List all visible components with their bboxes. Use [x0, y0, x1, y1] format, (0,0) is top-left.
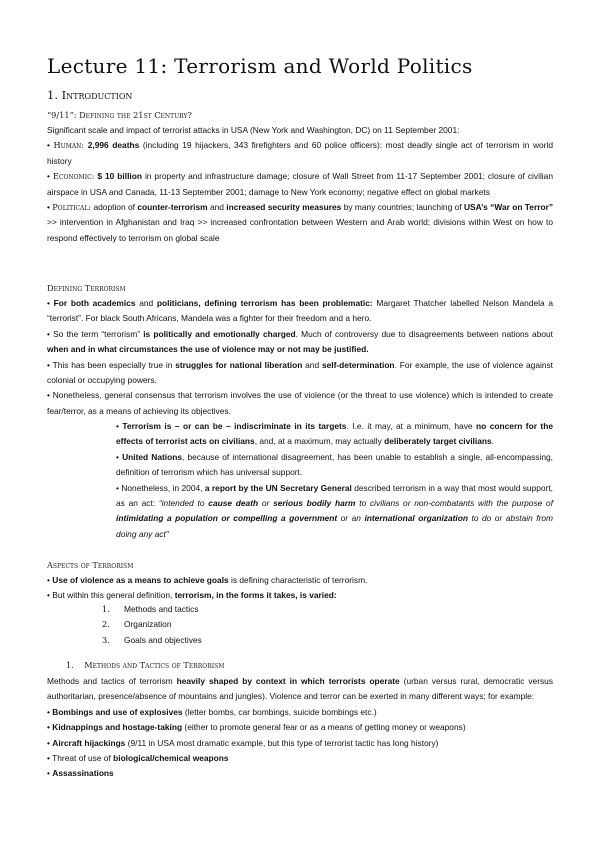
- bold-text: struggles for national liberation: [175, 359, 303, 370]
- method-item: [47, 705, 553, 720]
- bullet: •: [47, 753, 50, 764]
- bullet: •: [47, 390, 50, 401]
- subheading-defining-terrorism: Defining Terrorism: [47, 283, 126, 293]
- defining-item-4: [47, 388, 553, 419]
- defining-item-2: [47, 327, 553, 358]
- text: (urban versus rural, democratic versus authoritarian, presence/absence of mountains and jungles). Violence and terror can be exerted in many different ways; for example:: [47, 676, 554, 702]
- text: >> intervention in Afghanistan and Iraq >> increased confrontation between Western and Arab world; divisions within West on how to respond effectively to terrorism on global scale: [47, 217, 553, 243]
- text: So the term “terrorism”: [53, 328, 140, 339]
- text: . For example, the use of violence against colonial or occupying powers.: [47, 359, 554, 386]
- bold-text: a report by the UN Secretary General: [204, 482, 352, 493]
- aspects-block: [47, 573, 553, 604]
- text: and: [305, 359, 320, 370]
- text: is defining characteristic of terrorism.: [231, 575, 368, 585]
- text: , because of international disagreement, has been unable to establish a single, all-encompassing, definition of terrorism which has universal support.: [116, 451, 553, 478]
- bold-text: Assassinations: [52, 768, 114, 779]
- list-text: Goals and objectives: [124, 634, 202, 645]
- intro-paragraph: Significant scale and impact of terrorist attacks in USA (New York and Washington, DC) on 11 September 2001:: [47, 125, 460, 135]
- bullet: •: [47, 575, 50, 585]
- method-item: [47, 720, 553, 735]
- italic-text: to do or abstain from doing any act”: [116, 513, 554, 539]
- defining-subitem-2: [116, 450, 553, 481]
- bullet: •: [47, 706, 50, 717]
- bold-text: biological/chemical weapons: [113, 753, 229, 764]
- bullet: •: [47, 140, 50, 151]
- heading-number: 1.: [66, 660, 74, 670]
- human-impact-item: [47, 138, 553, 169]
- economic-label: Economic:: [52, 171, 95, 182]
- bold-text: Terrorism is – or can be – indiscriminate in its targets: [122, 421, 347, 431]
- page-title: Lecture 11: Terrorism and World Politics: [47, 54, 473, 78]
- bullet: •: [47, 298, 50, 308]
- bold-text: United Nations: [122, 451, 182, 462]
- bold-text: self-determination: [321, 359, 395, 370]
- text: described terrorism in a way that most would support, as an act:: [116, 482, 554, 509]
- economic-impact-item: [47, 169, 553, 200]
- bold-italic-text: serious bodily harm: [273, 498, 356, 509]
- italic-text: or an: [340, 513, 361, 524]
- political-label: Political:: [52, 202, 92, 213]
- bold-text: USA’s “War on Terror”: [463, 202, 554, 213]
- text: adoption of: [93, 202, 135, 213]
- bold-text: no concern for the effects of terrorist acts on civilians: [116, 421, 553, 447]
- text: (either to promote general fear or as a means of getting money or weapons): [184, 722, 466, 733]
- text: . Much of controversy due to disagreements between nations about: [295, 328, 553, 339]
- bold-text: Bombings and use of explosives: [52, 706, 183, 717]
- bold-italic-text: cause death: [208, 498, 259, 509]
- text: .: [491, 436, 494, 447]
- bullet: •: [47, 202, 50, 213]
- bold-text: Kidnappings and hostage-taking: [52, 722, 183, 733]
- aspects-item-2: [47, 588, 553, 603]
- text: Methods and tactics of terrorism: [47, 676, 173, 686]
- bullet: •: [47, 737, 50, 748]
- text: Nonetheless, general consensus that terrorism involves the use of violence (or the threat to use violence) which is intended to create fear/terror, as a means of achieving its objectives.: [47, 390, 554, 416]
- subheading-methods-and-tactics: [66, 660, 224, 670]
- bullet: •: [47, 722, 50, 733]
- text: But within this general definition,: [52, 590, 173, 601]
- bullet: •: [47, 359, 50, 370]
- defining-subitem-3: [116, 481, 553, 543]
- text: (9/11 in USA most dramatic example, but this type of terrorist tactic has long history): [127, 737, 439, 748]
- defining-item-3: [47, 358, 553, 389]
- bold-text: increased security measures: [226, 202, 342, 213]
- method-item: [47, 736, 553, 751]
- bold-text: For both: [53, 298, 89, 308]
- bold-text: Aircraft hijackings: [52, 737, 126, 748]
- list-number: 1.: [102, 604, 110, 614]
- methods-block: [47, 674, 553, 782]
- bullet: •: [47, 171, 50, 182]
- italic-text: “intended to: [158, 498, 205, 509]
- political-impact-item: [47, 200, 553, 246]
- list-number: 3.: [102, 634, 110, 645]
- damage-figure: $ 10 billion: [97, 171, 142, 182]
- bold-text: politicians, defining terrorism has been problematic:: [156, 298, 373, 308]
- defining-subitem-1: [116, 419, 553, 450]
- economic-text: in property and infrastructure damage; closure of Wall Street from 11-17 September 2001; closure of civilian airspace in USA and Canada, 11-13 September 2001; damage to New York economy; negative effect on global markets: [47, 171, 553, 197]
- list-number: 2.: [102, 619, 110, 630]
- text: and: [209, 202, 224, 213]
- bold-text: is politically and emotionally charged: [143, 328, 296, 339]
- bullet: •: [116, 451, 119, 462]
- bold-text: terrorism, in the forms it takes, is varied:: [174, 590, 337, 601]
- subheading-aspects-of-terrorism: Aspects of Terrorism: [47, 560, 134, 570]
- subheading-defining-21st-century: “9/11”: Defining the 21st Century?: [47, 110, 192, 120]
- text: This has been especially true in: [52, 359, 173, 370]
- defining-item-1: [47, 296, 553, 327]
- text: , and, at a maximum, may actually: [254, 436, 382, 447]
- bold-text: deliberately target civilians: [384, 436, 492, 447]
- methods-paragraph: [47, 674, 553, 705]
- bullet: •: [47, 768, 50, 779]
- bold-text: counter-terrorism: [137, 202, 208, 213]
- bullet: •: [47, 328, 50, 339]
- deaths-figure: 2,996 deaths: [87, 140, 140, 151]
- human-text: (including 19 hijackers, 343 firefighters and 60 police officers): most deadly single act of terrorism in world history: [47, 140, 553, 166]
- bold-text: heavily shaped by context in which terrorists operate: [176, 676, 400, 686]
- bullet: •: [116, 421, 119, 431]
- text: Threat of use of: [52, 753, 111, 764]
- bullet: •: [47, 590, 50, 601]
- list-text: Methods and tactics: [124, 604, 199, 614]
- method-item: [47, 751, 553, 766]
- bold-text: Use of violence as a means to achieve goals: [52, 575, 229, 585]
- bold-text: when and in what circumstances the use of violence may or not may be justified.: [47, 344, 369, 355]
- text: Nonetheless, in 2004,: [121, 482, 203, 493]
- method-item: [47, 766, 553, 781]
- bullet: •: [116, 482, 119, 493]
- bold-italic-text: international organization: [364, 513, 468, 524]
- intro-block: [47, 123, 553, 246]
- bold-text: academics: [92, 298, 136, 308]
- bold-italic-text: intimidating a population or compelling a government: [116, 513, 338, 524]
- text: . I.e. it may, at a minimum, have: [346, 421, 473, 431]
- text: and: [139, 298, 154, 308]
- text: Margaret Thatcher labelled Nelson Mandela a “terrorist”. For black South Africans, Mandela was a fighter for their freedom and a hero.: [47, 298, 554, 324]
- text: (letter bombs, car bombings, suicide bombings etc.): [184, 706, 377, 717]
- section-heading-introduction: 1. Introduction: [47, 88, 133, 102]
- heading-text: Methods and Tactics of Terrorism: [84, 660, 225, 670]
- defining-sub-block: [116, 419, 553, 542]
- defining-block: [47, 296, 553, 419]
- text: by many countries; launching of: [343, 202, 462, 213]
- human-label: Human:: [53, 140, 85, 151]
- list-text: Organization: [124, 619, 172, 630]
- italic-text: to civilians or non-combatants with the purpose of: [359, 498, 554, 509]
- aspects-item-1: [47, 573, 553, 588]
- italic-text: or: [261, 498, 270, 509]
